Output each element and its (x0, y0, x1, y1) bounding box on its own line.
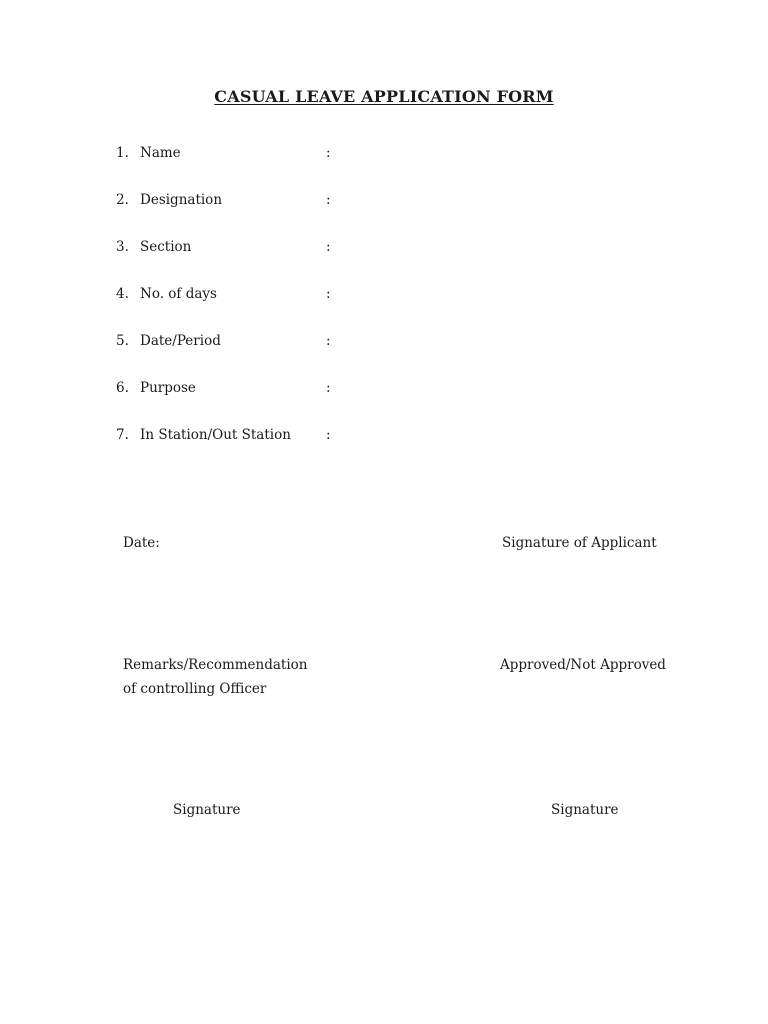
field-number: 6. (116, 380, 129, 396)
field-number: 7. (116, 427, 129, 443)
approval-status-label: Approved/Not Approved (500, 657, 666, 673)
approver-signature-label: Signature (551, 802, 619, 818)
remarks-label (123, 653, 308, 701)
field-separator: : (326, 145, 331, 161)
signature-of-applicant-label: Signature of Applicant (502, 535, 657, 551)
field-label: Purpose (140, 380, 196, 396)
field-number: 1. (116, 145, 129, 161)
remarks-label-line2: of controlling Officer (123, 681, 267, 697)
form-title: CASUAL LEAVE APPLICATION FORM (214, 87, 554, 106)
field-label: Name (140, 145, 181, 161)
date-label: Date: (123, 535, 160, 551)
field-separator: : (326, 286, 331, 302)
controlling-officer-signature-label: Signature (173, 802, 241, 818)
field-number: 4. (116, 286, 129, 302)
field-separator: : (326, 192, 331, 208)
field-label: Designation (140, 192, 223, 208)
remarks-label-line1: Remarks/Recommendation (123, 657, 308, 673)
field-label: Section (140, 239, 192, 255)
field-label: Date/Period (140, 333, 221, 349)
field-separator: : (326, 380, 331, 396)
field-label: In Station/Out Station (140, 427, 291, 443)
field-separator: : (326, 427, 331, 443)
field-label: No. of days (140, 286, 217, 302)
field-separator: : (326, 239, 331, 255)
field-separator: : (326, 333, 331, 349)
field-number: 5. (116, 333, 129, 349)
field-number: 2. (116, 192, 129, 208)
field-number: 3. (116, 239, 129, 255)
